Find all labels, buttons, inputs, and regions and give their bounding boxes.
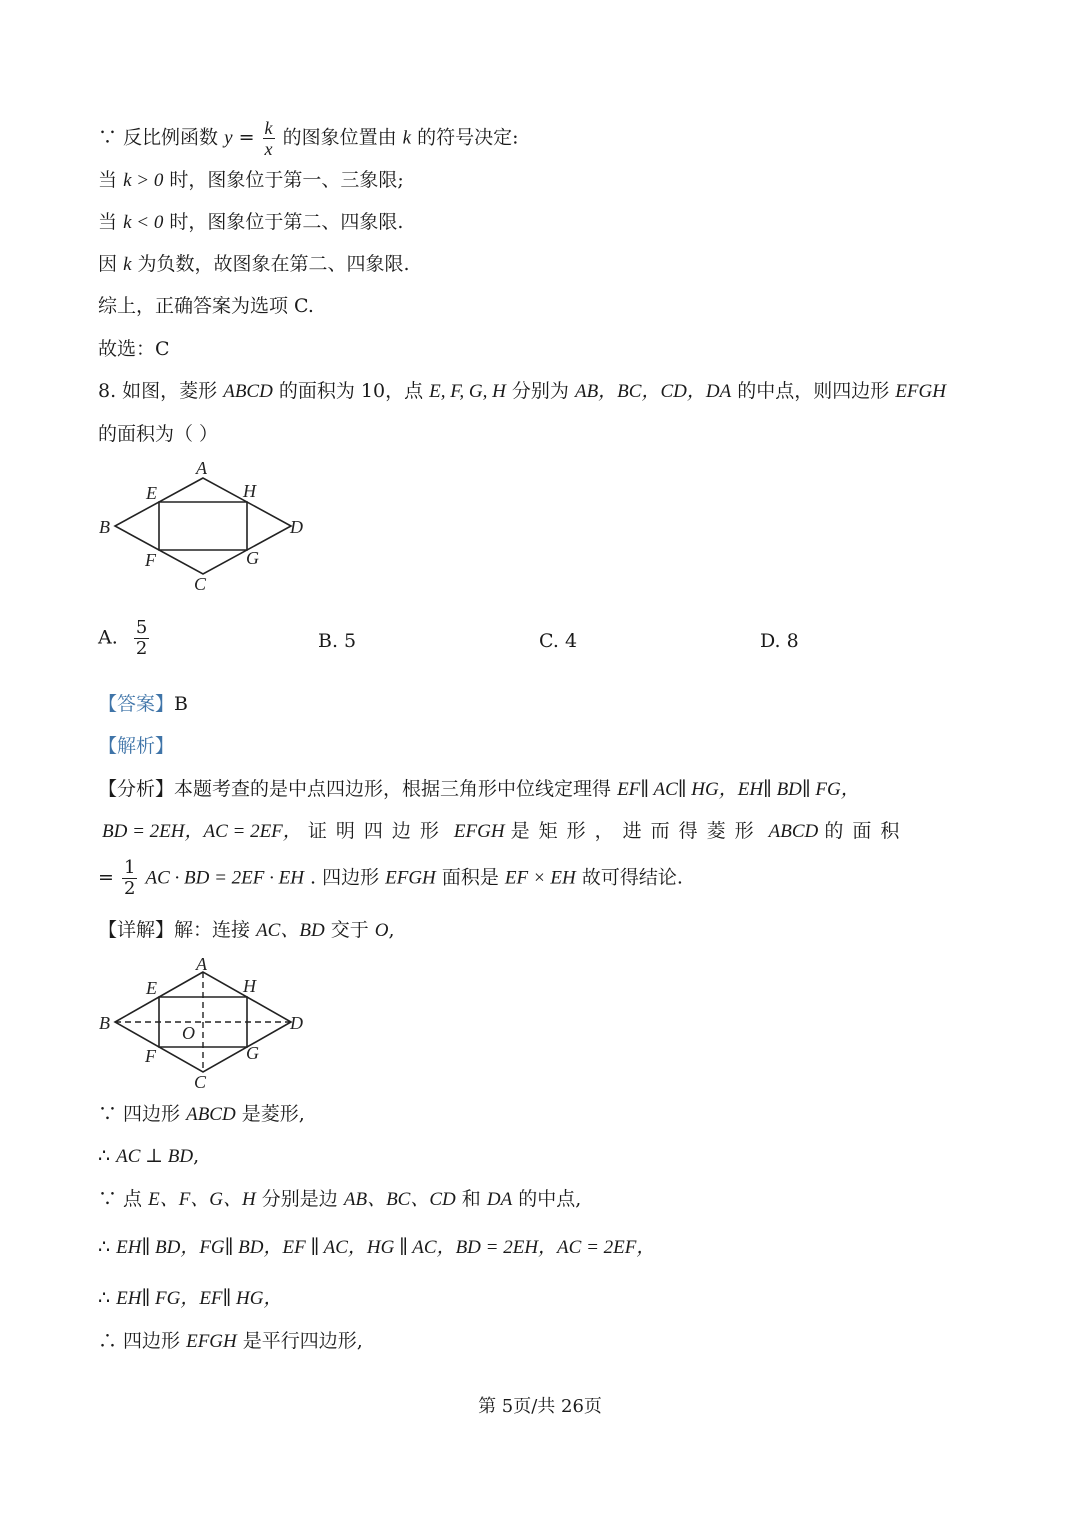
rhombus-abcd — [115, 478, 291, 574]
label-d: D — [290, 517, 303, 537]
intro-line-4: 因 k 为负数，故图象在第二、四象限. — [98, 253, 410, 275]
option-c: C. 4 — [539, 630, 578, 652]
answer-value: B — [174, 693, 188, 715]
label-a: A — [196, 458, 207, 478]
label-c: C — [194, 1072, 207, 1090]
rhombus-diagonals-figure — [92, 950, 322, 1090]
proof-line-6: ∴ 四边形 EFGH 是平行四边形, — [98, 1330, 363, 1352]
label-g: G — [246, 1043, 259, 1063]
fraction-five-halves: $\frac{5}{2}$ — [135, 617, 148, 659]
page-footer: 第 5页/共 26页 — [478, 1396, 602, 1417]
label-g: G — [246, 548, 259, 568]
intro-line-1: ∵ 反比例函数 y = $\frac{k}{x}$ 的图象位置由 k 的符号决定: — [98, 118, 519, 159]
label-o: O — [182, 1023, 195, 1043]
intro-line-2: 当 k > 0 时，图象位于第一、三象限; — [98, 169, 404, 191]
fenxi-line-3: = $\frac{1}{2}$ AC · BD = 2EF · EH . 四边形 EFGH 面积是 EF × EH 故可得结论. — [98, 857, 683, 899]
label-f: F — [145, 1046, 156, 1066]
fenxi-line-1: 【分析】本题考查的是中点四边形，根据三角形中位线定理得 EF∥ AC∥ HG，EH∥ BD∥ FG， — [98, 778, 860, 800]
intro-line-3: 当 k < 0 时，图象位于第二、四象限. — [98, 211, 404, 233]
intro-line-6: 故选：C — [98, 338, 170, 360]
rectangle-efgh — [159, 502, 247, 550]
option-b: B. 5 — [318, 630, 357, 652]
proof-line-4: ∴ EH∥ BD，FG∥ BD，EF ∥ AC，HG ∥ AC，BD = 2EH，AC = 2EF， — [98, 1236, 656, 1258]
fraction-k-over-x: $\frac{k}{x}$ — [264, 118, 273, 159]
label-h: H — [243, 976, 256, 996]
xiangjie-line: 【详解】解：连接 AC、BD 交于 O, — [98, 919, 395, 941]
analysis-tag: 【解析】 — [98, 735, 175, 757]
answer-tag: 【答案】 — [98, 693, 175, 715]
label-a: A — [196, 954, 207, 974]
proof-line-5: ∴ EH∥ FG，EF∥ HG， — [98, 1287, 283, 1309]
fenxi-line-2: BD = 2EH，AC = 2EF， 证明四边形 EFGH 是矩形，进而得菱形 ABCD 的面积 — [102, 820, 909, 842]
label-f: F — [145, 550, 156, 570]
label-b: B — [99, 1013, 110, 1033]
label-e: E — [146, 978, 157, 998]
label-d: D — [290, 1013, 303, 1033]
label-c: C — [194, 574, 207, 594]
fraction-one-half: $\frac{1}{2}$ — [123, 857, 136, 899]
label-e: E — [146, 483, 157, 503]
intro-line-5: 综上，正确答案为选项 C. — [98, 295, 314, 317]
question-line-1: 8. 如图，菱形 ABCD 的面积为 10，点 E, F, G, H 分别为 AB，BC，CD，DA 的中点，则四边形 EFGH — [98, 380, 946, 402]
rhombus-figure — [92, 456, 322, 596]
option-d: D. 8 — [760, 630, 799, 652]
answer-line — [98, 691, 188, 717]
proof-line-2: ∴ AC ⊥ BD, — [98, 1145, 200, 1167]
proof-line-3: ∵ 点 E、F、G、H 分别是边 AB、BC、CD 和 DA 的中点, — [98, 1188, 582, 1210]
label-b: B — [99, 517, 110, 537]
question-line-2: 的面积为（ ） — [98, 423, 219, 445]
option-a: A. $\frac{5}{2}$ — [98, 617, 148, 659]
label-h: H — [243, 481, 256, 501]
proof-line-1: ∵ 四边形 ABCD 是菱形, — [98, 1103, 305, 1125]
